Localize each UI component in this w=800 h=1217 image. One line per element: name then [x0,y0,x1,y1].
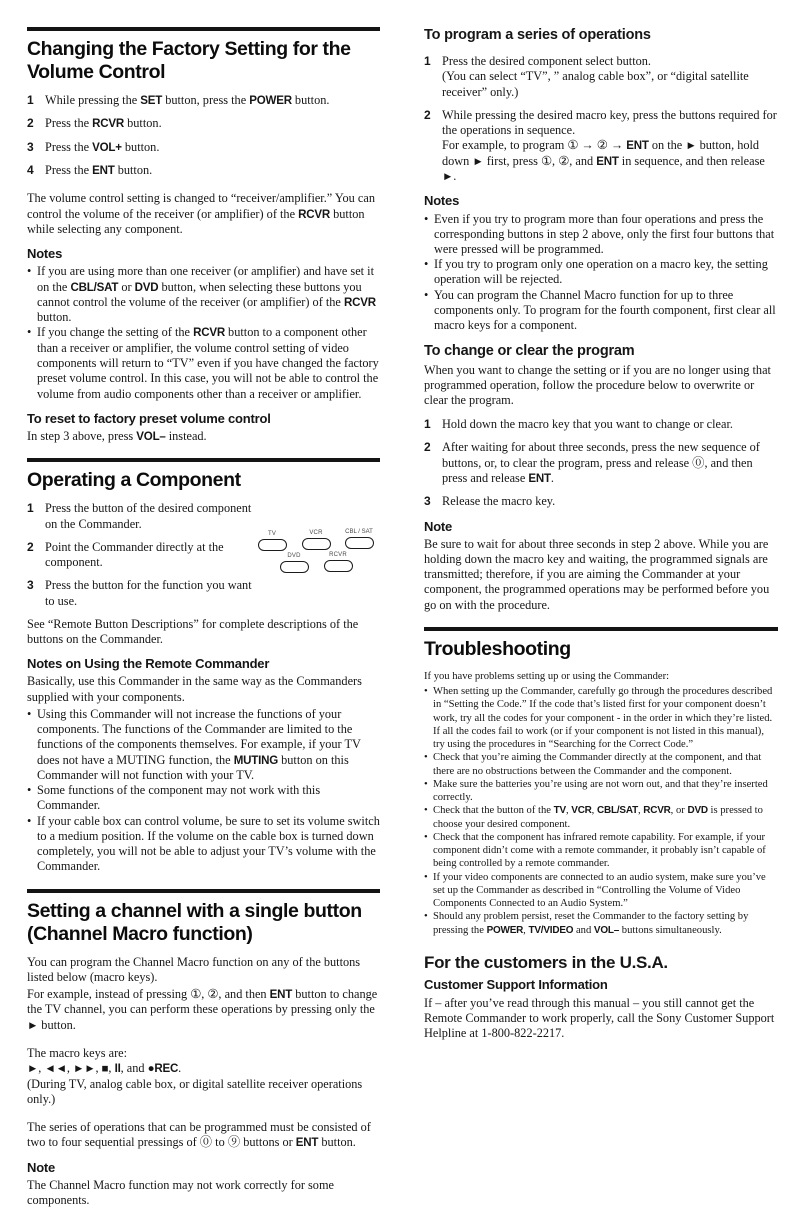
section-title: Troubleshooting [424,637,571,660]
remote-button-pill [302,538,331,550]
bullet-item [424,685,778,751]
subsection-title: Customer Support Information [424,977,608,993]
bullet-marker: • [424,831,428,843]
bullet-marker: • [27,264,32,279]
remote-button-pill [324,560,353,572]
bullet-item [27,783,380,813]
bullet-text: Check that you’re aiming the Commander directly at the component, and that there are no obstructions between the Commander and the component. [433,752,762,777]
right-column [424,22,778,1050]
section-title: Setting a channel with a single button (Channel Macro function) [27,899,362,945]
bullet-text: If your video components are connected to an audio system, make sure you’ve set up the Commander as described in “Controlling the Volume of Video Components Connected to an Audio System.” [433,871,766,910]
subsection-title: Notes [27,246,63,262]
bullet-text: Make sure the batteries you’re using are not worn out, and that they’re inserted correctly. [433,778,768,804]
bullet-marker: • [424,778,428,790]
remote-button-pill [345,537,374,549]
bullet-marker: • [424,752,428,764]
section-rule [27,889,380,893]
bullet-text: If you try to program only one operation on a macro key, the setting operation will be rejected. [434,257,768,287]
paragraph: The series of operations that can be programmed must be consisted of two to four sequential pressings of ⓪ to ⑨ buttons or ENT button. [27,1119,371,1150]
paragraph: The volume control setting is changed to “receiver/amplifier.” You can control the volume of the receiver (or amplifier) of the RCVR button while selecting any component. [27,191,375,236]
bullet-marker: • [424,911,428,923]
remote-button-vcr [296,530,336,550]
step-number: 4 [27,162,34,177]
bullet-item [424,212,778,258]
step-text: After waiting for about three seconds, press the new sequence of buttons, or, to clear the program, press and release ⓪, and then press and release ENT. [442,440,760,485]
step-item [424,494,778,509]
bullet-item [27,707,380,783]
bullet-item [424,288,778,334]
bullet-item [27,325,380,401]
step-number: 2 [27,539,34,554]
remote-button-label: CBL / SAT [345,529,373,536]
bullet-marker: • [424,686,428,698]
step-number: 1 [424,417,431,432]
section-rule [27,27,380,31]
bullet-item [424,257,778,287]
bullet-item [424,871,778,911]
bullet-text: When setting up the Commander, carefully go through the procedures described in “Setting the Code.” If the code that’s listed first for your component doesn’t work, try all the codes for your component - in the order in which they’re listed. If all the codes fail to work (or if your component is not listed in this manual), try using the procedures in “Searching for the Correct Code.” [433,686,773,751]
section-title: For the customers in the U.S.A. [424,953,668,973]
bullet-text: Check that the component has infrared remote capability. For example, if your component didn’t come with a remote commander, it probably isn’t capable of being controlled by a remote commander. [433,831,766,870]
step-text: Press the RCVR button. [45,116,162,131]
step-number: 3 [424,494,431,509]
bullet-marker: • [27,783,32,798]
bullet-item [424,910,778,937]
steps-list [424,417,778,509]
notes-list [27,707,380,875]
step-item [27,116,380,131]
step-number: 3 [27,139,34,154]
step-text: Release the macro key. [442,494,556,509]
bullet-text: Using this Commander will not increase the functions of your components. The functions of the Commander are limited to the functions of the components themselves. For example, if your TV does not have a MUTING function, the MUTING button on this Commander will not function with your TV. [37,706,361,782]
subsection-title: To reset to factory preset volume control [27,410,271,426]
section-rule [27,458,380,462]
remote-button-pill [258,539,287,551]
step-item [27,163,380,178]
step-text: Point the Commander directly at the component. [45,539,224,570]
step-number: 3 [27,578,34,593]
paragraph: You can program the Channel Macro function on any of the buttons listed below (macro keys). [27,954,361,984]
section-rule [424,627,778,631]
left-column [27,22,380,1217]
bullet-marker: • [424,805,428,817]
bullet-item [424,804,778,831]
bullet-marker: • [27,706,32,721]
bullet-text: Some functions of the component may not work with this Commander. [37,783,321,813]
bullet-text: You can program the Channel Macro function for up to three components only. To program for the fourth component, first clear all macro keys for a component. [434,287,776,333]
steps-list [27,93,380,178]
step-number: 1 [424,54,431,69]
paragraph: In step 3 above, press VOL– instead. [27,429,207,443]
remote-button-dvd [274,553,314,573]
bullet-marker: • [424,211,429,226]
bullet-text: If you change the setting of the RCVR button to a component other than a receiver or amplifier, the volume control setting of video components will return to “TV” even if you have changed the factory preset volume control. In this case, you will not be able to control the volume from audio components other than a receiver or amplifier. [37,325,379,401]
bullet-item [424,751,778,777]
notes-list [27,264,380,401]
troubleshooting-list [424,685,778,937]
remote-button-label: DVD [287,553,301,560]
bullet-text: Check that the button of the TV, VCR, CBL/SAT, RCVR, or DVD is pressed to choose your desired component. [433,805,763,830]
subsection-title: Note [27,1159,56,1175]
paragraph: If you have problems setting up or using the Commander: [424,670,670,682]
bullet-text: Should any problem persist, reset the Commander to the factory setting by pressing the POWER, TV/VIDEO and VOL– buttons simultaneously. [433,911,749,936]
step-item [27,93,380,108]
bullet-item [424,831,778,871]
paragraph: The macro keys are: ►, ◄◄, ►►, ■, II, and ●REC. (During TV, analog cable box, or digital satellite receiver operations only.) [27,1045,363,1106]
bullet-text: If your cable box can control volume, be sure to set its volume switch to a medium position. If the volume on the cable box is turned down completely, you will not be able to adjust your TV’s volume with the Commander. [37,813,380,874]
subsection-title: Note [424,518,453,534]
bullet-marker: • [424,257,429,272]
step-item [424,108,778,184]
paragraph: Be sure to wait for about three seconds in step 2 above. While you are holding down the macro key and waiting, the programmed signals are transmitted; therefore, if you are aiming the Commander at your component, the programmed operations may be performed before you go on with the procedure. [424,536,770,612]
remote-button-rcvr [318,552,358,572]
paragraph: Basically, use this Commander in the same way as the Commanders supplied with your components. [27,674,362,704]
remote-button-tv [252,531,292,551]
steps-with-diagram [27,501,380,608]
subsection-title: Notes [424,193,460,209]
bullet-marker: • [424,287,429,302]
step-item [424,440,778,486]
paragraph: For example, instead of pressing ①, ②, and then ENT button to change the TV channel, you can perform these operations by pressing only the ► button. [27,987,378,1032]
step-number: 1 [27,501,34,516]
remote-button-label: VCR [309,530,323,537]
subsection-title: Notes on Using the Remote Commander [27,656,270,672]
remote-button-label: RCVR [329,552,347,559]
remote-button-cbl-sat [339,529,379,549]
step-item [27,140,380,155]
step-text: Press the ENT button. [45,162,153,177]
step-number: 2 [424,440,431,455]
subsection-title: To change or clear the program [424,343,635,360]
bullet-item [27,814,380,875]
step-item [27,501,380,531]
step-text: Press the button of the desired component on the Commander. [45,501,252,531]
subsection-title: To program a series of operations [424,27,651,43]
step-text: Press the desired component select button. (You can select “TV”, ” analog cable box”, or “digital satellite receiver” only.) [442,54,749,99]
step-number: 2 [27,116,34,131]
step-number: 1 [27,93,34,107]
bullet-text: If you are using more than one receiver (or amplifier) and have set it on the CBL/SAT or DVD button, when selecting these buttons you cannot control the volume of the receiver (or amplifier) of the RCVR button. [37,264,376,325]
bullet-marker: • [27,813,32,828]
step-item [27,578,380,608]
bullet-item [424,778,778,804]
remote-button-label: TV [267,531,277,538]
step-text: Press the VOL+ button. [45,139,160,154]
step-item [424,54,778,100]
bullet-marker: • [27,325,32,340]
component-buttons-diagram [230,529,380,581]
paragraph: If – after you’ve read through this manual – you still cannot get the Remote Commander to work properly, call the Sony Customer Support Helpline at 1-800-822-2217. [424,995,775,1041]
bullet-text: Even if you try to program more than four operations and press the corresponding buttons in step 2 above, only the first four buttons that were pressed will be programmed. [434,211,775,256]
paragraph: See “Remote Button Descriptions” for complete descriptions of the buttons on the Commander. [27,616,359,646]
paragraph: The Channel Macro function may not work correctly for some components. [27,1177,334,1208]
paragraph: When you want to change the setting or if you are no longer using that programmed operation, follow the procedure below to overwrite or clear the program. [424,362,771,407]
step-text: While pressing the desired macro key, press the buttons required for the operations in sequence. For example, to program ① → ② → ENT on the ► button, hold down ► first, press ①, ②, and ENT in sequence, and then release ►. [442,107,777,183]
step-item [424,417,778,432]
steps-list [424,54,778,184]
section-title: Operating a Component [27,469,241,492]
step-text: While pressing the SET button, press the POWER button. [45,93,330,107]
bullet-marker: • [424,871,428,883]
notes-list [424,212,778,334]
section-title: Changing the Factory Setting for the Volume Control [27,38,351,83]
step-number: 2 [424,107,431,122]
step-text: Press the button for the function you want to use. [45,578,252,608]
step-text: Hold down the macro key that you want to change or clear. [442,417,733,432]
remote-button-pill [280,561,309,573]
bullet-item [27,264,380,325]
